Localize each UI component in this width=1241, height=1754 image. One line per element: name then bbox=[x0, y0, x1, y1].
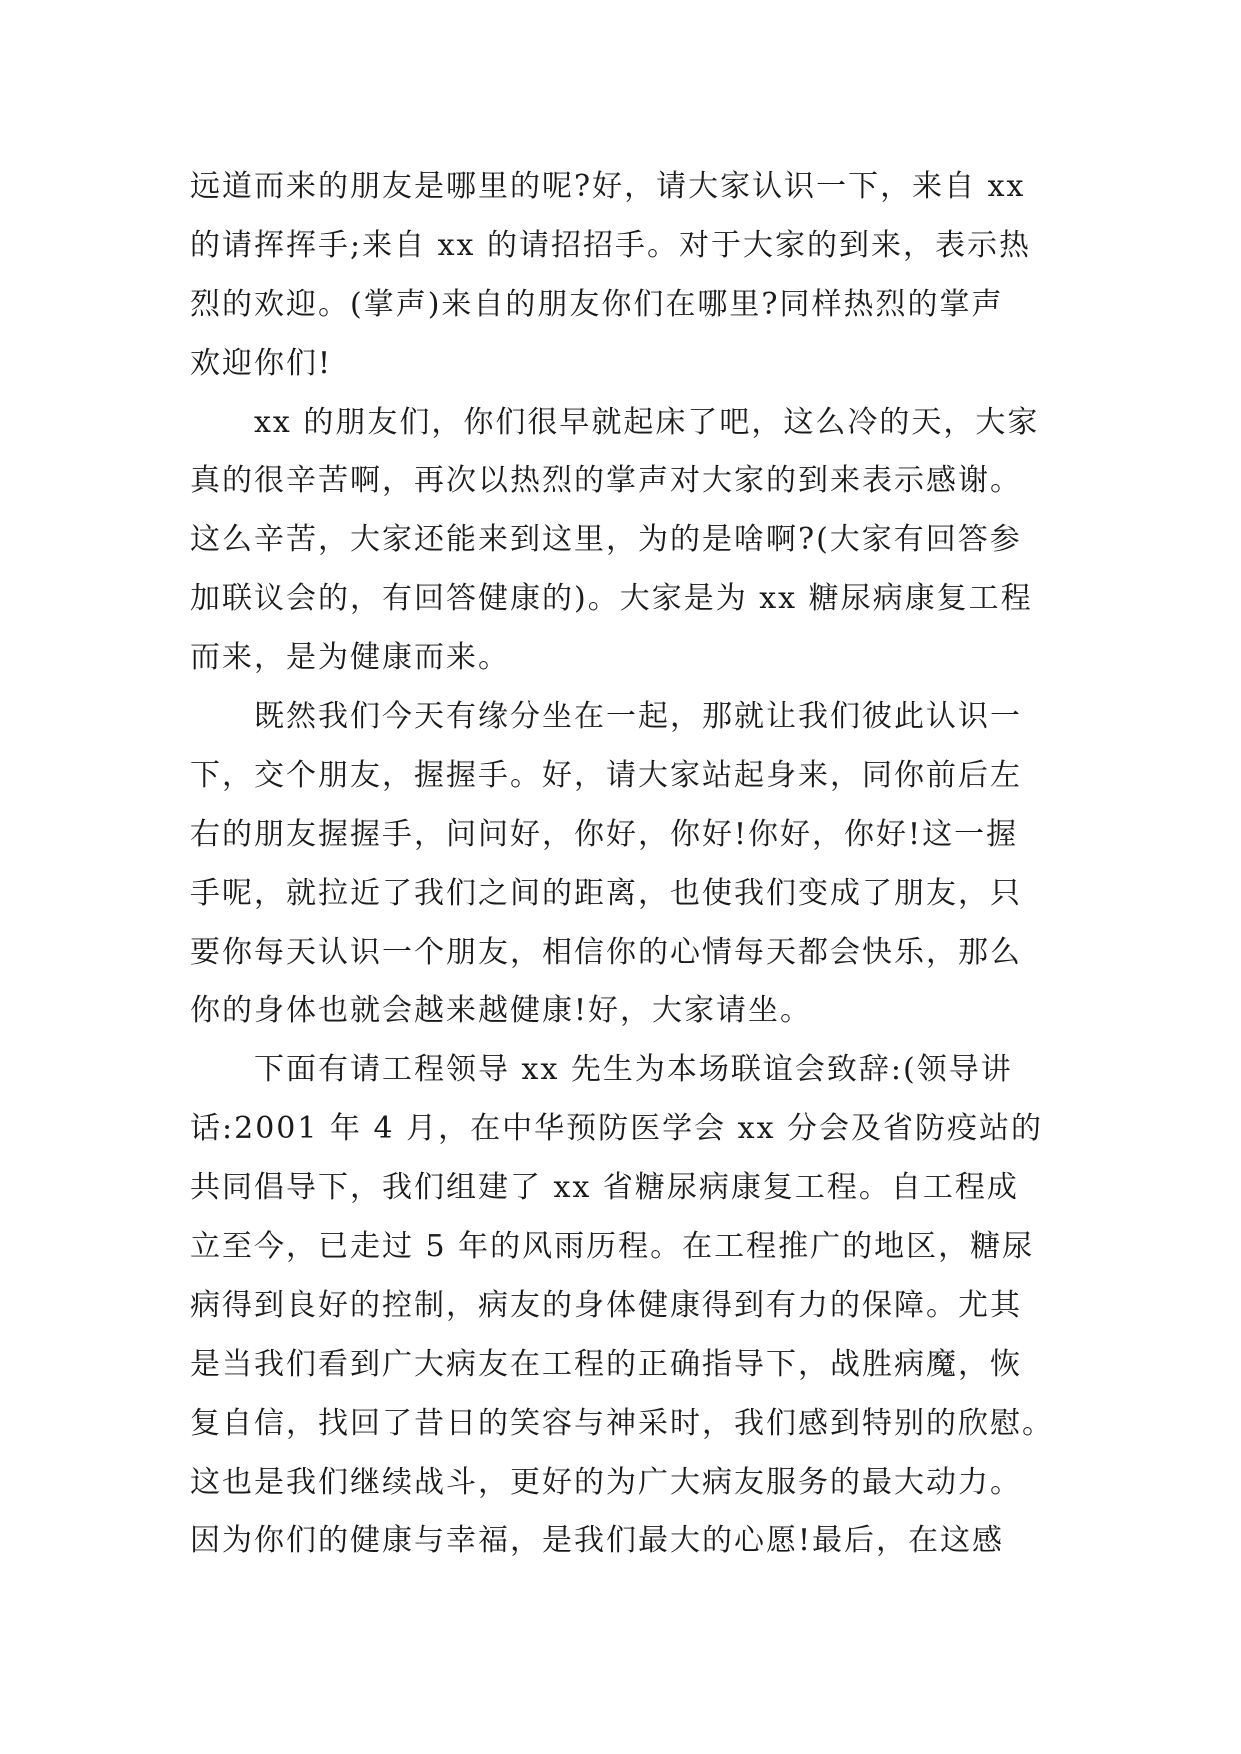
text-line: 共同倡导下，我们组建了 xx 省糖尿病康复工程。自工程成 bbox=[190, 1170, 1019, 1206]
text-line: 下，交个朋友，握握手。好，请大家站起身来，同你前后左 bbox=[190, 757, 1022, 793]
text-line: 这也是我们继续战斗，更好的为广大病友服务的最大动力。 bbox=[190, 1464, 1022, 1500]
text-line: 既然我们今天有缘分坐在一起，那就让我们彼此认识一 bbox=[254, 699, 1022, 735]
text-line: 话:2001 年 4 月，在中华预防医学会 xx 分会及省防疫站的 bbox=[190, 1111, 1044, 1147]
text-line: xx 的朋友们，你们很早就起床了吧，这么冷的天，大家 bbox=[254, 404, 1040, 440]
text-line: 右的朋友握握手，问问好，你好，你好!你好，你好!这一握 bbox=[190, 816, 1019, 852]
text-line: 欢迎你们! bbox=[190, 345, 333, 381]
text-line: 而来，是为健康而来。 bbox=[190, 640, 510, 676]
text-line: 远道而来的朋友是哪里的呢?好，请大家认识一下，来自 xx bbox=[190, 169, 1026, 204]
text-line: 复自信，找回了昔日的笑容与神采时，我们感到特别的欣慰。 bbox=[190, 1405, 1054, 1441]
text-line: 你的身体也就会越来越健康!好，大家请坐。 bbox=[190, 993, 813, 1029]
text-line: 因为你们的健康与幸福，是我们最大的心愿!最后，在这感 bbox=[190, 1523, 1005, 1559]
text-line: 病得到良好的控制，病友的身体健康得到有力的保障。尤其 bbox=[190, 1287, 1022, 1323]
text-line: 这么辛苦，大家还能来到这里，为的是啥啊?(大家有回答参 bbox=[190, 522, 1022, 558]
text-line: 要你每天认识一个朋友，相信你的心情每天都会快乐，那么 bbox=[190, 934, 1022, 970]
text-line: 烈的欢迎。(掌声)来自的朋友你们在哪里?同样热烈的掌声 bbox=[190, 286, 1004, 322]
text-line: 下面有请工程领导 xx 先生为本场联谊会致辞:(领导讲 bbox=[254, 1052, 1013, 1088]
text-line: 的请挥挥手;来自 xx 的请招招手。对于大家的到来，表示热 bbox=[190, 227, 1032, 263]
text-line: 真的很辛苦啊，再次以热烈的掌声对大家的到来表示感谢。 bbox=[190, 463, 1022, 499]
text-line: 立至今，已走过 5 年的风雨历程。在工程推广的地区，糖尿 bbox=[190, 1229, 1035, 1265]
text-line: 手呢，就拉近了我们之间的距离，也使我们变成了朋友，只 bbox=[190, 875, 1022, 911]
document-body bbox=[190, 158, 1060, 1571]
text-line: 是当我们看到广大病友在工程的正确指导下，战胜病魔，恢 bbox=[190, 1346, 1022, 1382]
text-line: 加联议会的，有回答健康的)。大家是为 xx 糖尿病康复工程 bbox=[190, 581, 1033, 617]
